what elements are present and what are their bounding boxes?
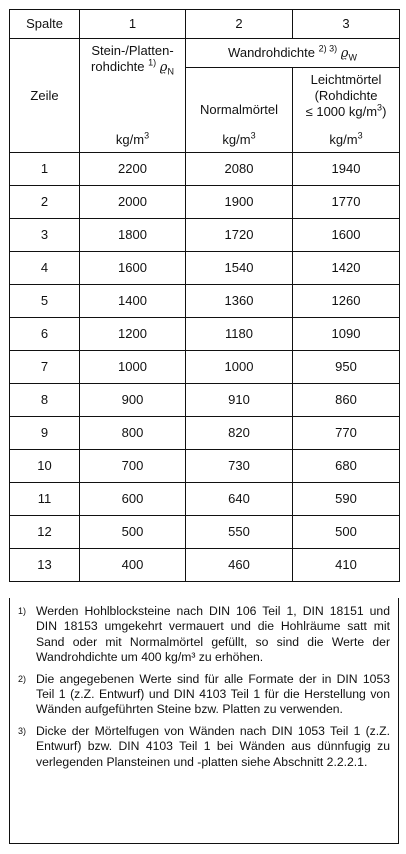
col1-cell: 600 <box>80 483 186 516</box>
table-row <box>10 384 400 417</box>
col3-unit: $kg/m^3$ <box>329 130 363 147</box>
col3-cell: 1600 <box>293 219 400 252</box>
col-number-3: 3 <box>293 10 400 39</box>
column-number-row <box>10 10 400 39</box>
col2-cell: 730 <box>186 450 293 483</box>
zeile-cell: 4 <box>10 252 80 285</box>
table-row <box>10 417 400 450</box>
col-number-1: 1 <box>80 10 186 39</box>
table-row <box>10 351 400 384</box>
col2-cell: 1000 <box>186 351 293 384</box>
zeile-cell: 12 <box>10 516 80 549</box>
col2-unit: $kg/m^3$ <box>222 130 256 147</box>
zeile-cell: 7 <box>10 351 80 384</box>
table-row <box>10 483 400 516</box>
zeile-cell: 10 <box>10 450 80 483</box>
table-row <box>10 549 400 582</box>
table-row <box>10 186 400 219</box>
col1-footnote-ref: 1) <box>148 57 157 68</box>
footnote-mark: 3) <box>18 725 27 736</box>
col3-cell: 1940 <box>293 153 400 186</box>
col1-cell: 700 <box>80 450 186 483</box>
col3-cell: 590 <box>293 483 400 516</box>
rho-n-subscript: N <box>167 66 174 77</box>
col1-cell: 1400 <box>80 285 186 318</box>
footnote-1 <box>18 604 390 666</box>
col2-cell: 1540 <box>186 252 293 285</box>
col1-cell: 2200 <box>80 153 186 186</box>
footnote-3 <box>18 724 390 770</box>
zeile-cell: 6 <box>10 318 80 351</box>
col1-cell: 800 <box>80 417 186 450</box>
rho-w-symbol: ϱ <box>340 45 349 61</box>
col2-cell: 550 <box>186 516 293 549</box>
zeile-cell: 3 <box>10 219 80 252</box>
col2-header-cell <box>186 68 293 153</box>
col1-cell: 1600 <box>80 252 186 285</box>
header-spalte-label: Spalte <box>10 10 80 39</box>
col3-header-label: Leichtmörtel (Rohdichte ≤ 1000 $kg/m^3$) <box>305 72 387 119</box>
col3-cell: 860 <box>293 384 400 417</box>
col2-cell: 1180 <box>186 318 293 351</box>
table-row <box>10 450 400 483</box>
col-number-2: 2 <box>186 10 293 39</box>
col2-cell: 640 <box>186 483 293 516</box>
rho-n-symbol: ϱ <box>159 60 168 75</box>
zeile-cell: 9 <box>10 417 80 450</box>
footnote-mark: 1) <box>18 606 27 616</box>
table-row <box>10 219 400 252</box>
zeile-cell: 2 <box>10 186 80 219</box>
table-row <box>10 318 400 351</box>
col3-cell: 500 <box>293 516 400 549</box>
col2-header-label: Normalmörtel <box>199 102 278 117</box>
col1-header-cell <box>80 39 186 153</box>
footnote-text: Werden Hohlblocksteine nach DIN 106 Teil 1, DIN 18151 und DIN 18153 umgekehrt vermauert und die Hohlräume satt mit Sand oder mit Normalmörtel gefüllt, so sind die Werte der Wandrohdichte um 400 kg/m³ zu erhöhen. <box>36 604 390 665</box>
footnote-text: Dicke der Mörtelfugen von Wänden nach DIN 1053 Teil 1 (z.Z. Entwurf) bzw. DIN 4103 Teil 1 bei Wänden aus dünnfugig zu verlegenden Plansteinen und -platten siehe Abschnitt 2.2.2.1. <box>36 723 390 769</box>
col1-cell: 900 <box>80 384 186 417</box>
table-row <box>10 285 400 318</box>
col2-cell: 1720 <box>186 219 293 252</box>
density-table <box>9 9 400 582</box>
zeile-cell: 13 <box>10 549 80 582</box>
table-row <box>10 252 400 285</box>
col3-header-cell <box>293 68 400 153</box>
footnotes-box <box>9 598 399 844</box>
col2-cell: 2080 <box>186 153 293 186</box>
col3-cell: 1420 <box>293 252 400 285</box>
zeile-cell: 1 <box>10 153 80 186</box>
col2-cell: 910 <box>186 384 293 417</box>
group-footnote-refs: 2) 3) <box>318 43 338 54</box>
col1-cell: 1800 <box>80 219 186 252</box>
col3-cell: 1770 <box>293 186 400 219</box>
col1-cell: 1000 <box>80 351 186 384</box>
table-row <box>10 153 400 186</box>
zeile-label: Zeile <box>30 87 59 103</box>
col1-unit: $kg/m^3$ <box>115 130 150 147</box>
group-header-row <box>10 39 400 68</box>
col1-cell: 2000 <box>80 186 186 219</box>
footnote-2 <box>18 672 390 718</box>
footnote-text: Die angegebenen Werte sind für alle Formate der in DIN 1053 Teil 1 (z.Z. Entwurf) und DIN 4103 Teil 1 für die Herstellung von Wänden aufgeführten Steine bzw. Platten zu verwenden. <box>36 671 390 717</box>
table-body <box>10 153 400 582</box>
zeile-cell: 8 <box>10 384 80 417</box>
col2-cell: 820 <box>186 417 293 450</box>
col1-header-label: Stein-/Platten-rohdichte <box>91 43 174 74</box>
col1-header-text <box>82 43 183 76</box>
col2-cell: 1360 <box>186 285 293 318</box>
col2-cell: 460 <box>186 549 293 582</box>
zeile-header-cell <box>10 39 80 153</box>
table-row <box>10 516 400 549</box>
footnote-mark: 2) <box>18 673 27 684</box>
col3-cell: 410 <box>293 549 400 582</box>
wandrohdichte-group-header: Wandrohdichte $^{2) 3)}$ $ϱ_W$ <box>186 39 400 68</box>
col3-cell: 680 <box>293 450 400 483</box>
col3-cell: 1090 <box>293 318 400 351</box>
rho-w-subscript: W <box>348 52 357 63</box>
col2-cell: 1900 <box>186 186 293 219</box>
col3-cell: 1260 <box>293 285 400 318</box>
zeile-cell: 5 <box>10 285 80 318</box>
col1-cell: 500 <box>80 516 186 549</box>
col3-cell: 950 <box>293 351 400 384</box>
col3-cell: 770 <box>293 417 400 450</box>
col1-cell: 1200 <box>80 318 186 351</box>
zeile-cell: 11 <box>10 483 80 516</box>
col1-cell: 400 <box>80 549 186 582</box>
